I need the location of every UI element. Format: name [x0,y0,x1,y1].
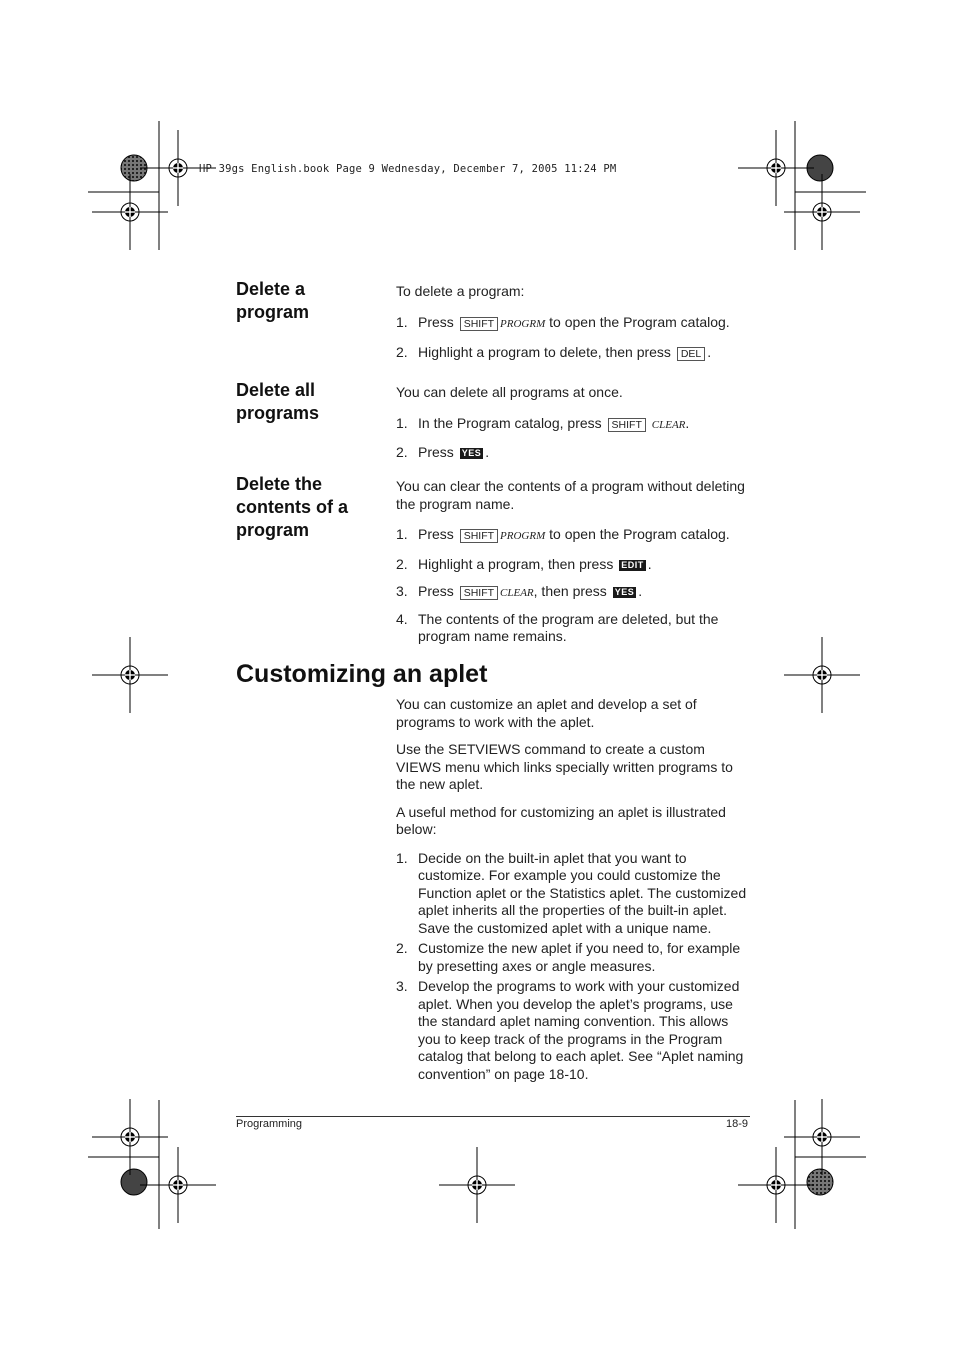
list-item: 2. Highlight a program, then press EDIT . [396,555,652,572]
paragraph: You can customize an aplet and develop a set of programs to work with the aplet. [396,696,697,730]
shift-key: SHIFT [460,529,498,543]
list-item: 3. Develop the programs to work with your customized aplet. When you develop the aplet’s programs, use the standard aplet naming convention. This allows you to keep track of the programs in the Program catalog that belong to each aplet. See “Aplet naming convention” on page 18-10. [396,978,744,1082]
del-key: DEL [677,347,705,361]
list-item: 1. Press SHIFT PROGRM to open the Program catalog. [396,526,730,542]
yes-softkey: YES [614,587,635,597]
delete-all-intro: You can delete all programs at once. [396,384,623,400]
shift-key: SHIFT [460,586,498,600]
edit-softkey: EDIT [621,559,644,570]
list-item: 1. Press SHIFT PROGRM to open the Program catalog. [396,313,730,330]
delete-all-steps [396,415,752,462]
print-header: HP 39gs English.book Page 9 Wednesday, December 7, 2005 11:24 PM [199,163,617,175]
delete-contents-steps [396,526,752,646]
list-item: 4. The contents of the program are deleted, but the program name remains. [396,610,719,644]
clear-label: CLEAR [651,418,686,431]
heading-delete-contents: Delete the contents of a program [236,474,349,540]
shift-key: SHIFT [460,317,498,331]
paragraph: A useful method for customizing an aplet is illustrated below: [396,803,726,837]
footer-page-number: 18-9 [725,1118,748,1130]
paragraph: Use the SETVIEWS command to create a custom VIEWS menu which links specially written programs to the new aplet. [396,741,733,792]
customizing-steps [396,850,752,1084]
heading-delete-program: Delete a program [236,279,310,322]
delete-program-steps [396,314,752,362]
shift-key: SHIFT [608,418,646,432]
list-item: 1. Decide on the built-in aplet that you want to customize. For example you could customize the Function aplet or the Statistics aplet. The customized aplet inherits all the properties of the built-in aplet. Save the customized aplet with a unique name. [396,849,747,936]
list-item: 3. Press SHIFT CLEAR, then press YES . [396,583,643,599]
list-item: 1. In the Program catalog, press SHIFT CLEAR. [396,414,690,431]
customizing-body [396,696,752,1083]
progrm-label: PROGRM [500,530,546,542]
list-item: 2. Customize the new aplet if you need to, for example by presetting axes or angle measures. [396,940,741,974]
delete-all-body [396,384,752,462]
list-item: 2. Highlight a program to delete, then press DEL . [396,344,712,360]
section-title: Customizing an aplet [236,660,488,688]
delete-program-intro: To delete a program: [396,283,525,299]
heading-delete-all: Delete all programs [236,380,320,423]
clear-label: CLEAR [500,587,534,599]
footer-rule [236,1116,750,1117]
delete-program-body [396,283,752,362]
delete-contents-body [396,478,752,646]
yes-softkey: YES [461,448,482,458]
footer-chapter: Programming [236,1118,303,1130]
progrm-label: PROGRM [500,317,546,330]
list-item: 2. Press YES . [396,444,490,460]
delete-contents-intro: You can clear the contents of a program without deleting the program name. [396,478,745,512]
